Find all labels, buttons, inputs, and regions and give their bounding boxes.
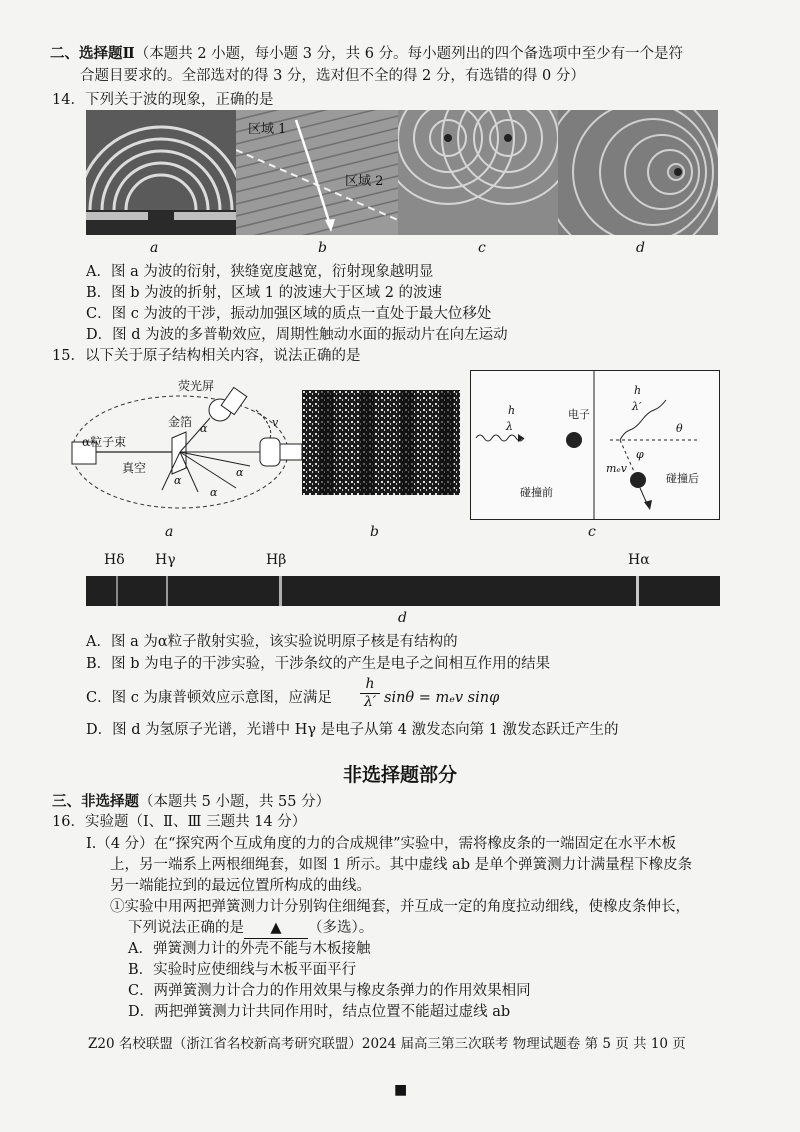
q15-option-c-post: sinθ = mₑv sinφ: [384, 690, 500, 706]
q16-p1: Ⅰ.（4 分）在“探究两个互成角度的力的合成规律”实验中，需将橡皮条的一端固定在水平木板: [86, 836, 676, 852]
q15-photo-b: [302, 390, 460, 495]
q15-caption-b: b: [370, 524, 379, 540]
q16-p3: 另一端能拉到的最远位置所构成的曲线。: [110, 878, 371, 894]
spectrum-label-hgamma: Hγ: [155, 552, 176, 568]
q14-option-d: D．图 d 为波的多普勒效应，周期性触动水面的振动片在向左运动: [86, 327, 508, 343]
q16-option-d: D．两把弹簧测力计共同作用时，结点位置不能超过虚线 ab: [128, 1004, 511, 1020]
q15-caption-c: c: [588, 524, 596, 540]
q15-caption-a: a: [165, 524, 174, 540]
q15a-beam: α粒子束: [82, 435, 127, 449]
q16-p5: [128, 918, 373, 939]
q16-p4: ①实验中用两把弹簧测力计分别钩住细绳套，并互成一定的角度拉动细线，使橡皮条伸长，: [110, 899, 690, 915]
q16-stem: 16．实验题（Ⅰ、Ⅱ、Ⅲ 三题共 14 分）: [52, 814, 307, 830]
q15c-h-before: h: [508, 404, 516, 417]
q15-figure-c: [470, 370, 720, 520]
page-footer: Z20 名校联盟（浙江省名校新高考研究联盟）2024 届高三第三次联考 物理试题卷 第 5 页 共 10 页: [88, 1036, 686, 1052]
q14-option-b: B．图 b 为波的折射，区域 1 的波速大于区域 2 的波速: [86, 285, 443, 301]
q15c-lambda: λ: [506, 420, 513, 433]
section2-intro-line1: [50, 44, 683, 64]
q15-option-a: A．图 a 为α粒子散射实验，该实验说明原子核是有结构的: [86, 634, 458, 650]
page-mark: ■: [394, 1082, 408, 1098]
q15a-alpha-1: α: [200, 422, 208, 435]
answer-blank[interactable]: ▲: [244, 918, 308, 939]
q14-stem: 14．下列关于波的现象，正确的是: [52, 92, 274, 108]
q14-region2-label: 区域 2: [345, 174, 384, 189]
q15c-mev: mₑv: [606, 462, 627, 475]
q15-option-d: D．图 d 为氢原子光谱，光谱中 Hγ 是电子从第 4 激发态向第 1 激发态跃迁产生的: [86, 722, 619, 738]
q15-caption-d: d: [398, 610, 407, 626]
q15a-v: v: [272, 416, 279, 429]
q14-caption-d: d: [636, 240, 645, 256]
section3-line: [52, 792, 330, 812]
spectrum-label-hbeta: Hβ: [266, 552, 287, 568]
q14-caption-c: c: [478, 240, 486, 256]
q14-region1-label: 区域 1: [248, 122, 287, 137]
q15-option-c-fraction: [360, 676, 380, 711]
q16-option-b: B．实验时应使细线与木板平面平行: [128, 962, 357, 978]
q14-caption-b: b: [318, 240, 327, 256]
q15c-phi: φ: [636, 448, 644, 461]
q14-photo-d: [558, 110, 718, 235]
q14-option-c: C．图 c 为波的干涉，振动加强区域的质点一直处于最大位移处: [86, 306, 492, 322]
q15-spectrum-d: [86, 576, 720, 606]
q15a-alpha-4: α: [236, 466, 244, 479]
q15a-screen: 荧光屏: [178, 379, 215, 393]
q14-option-a: A．图 a 为波的衍射，狭缝宽度越宽，衍射现象越明显: [86, 264, 434, 280]
q15c-h-after: h: [634, 384, 642, 397]
q15a-alpha-3: α: [210, 486, 218, 499]
q16-option-a: A．弹簧测力计的外壳不能与木板接触: [128, 941, 371, 957]
q15a-vacuum: 真空: [122, 461, 147, 475]
q15a-alpha-2: α: [174, 474, 182, 487]
q15-figure-a: [60, 372, 310, 517]
q15-option-c-den: λ′: [360, 693, 380, 711]
q16-p5-pre: 下列说法正确的是: [128, 920, 244, 936]
q15c-before: 碰撞前: [520, 486, 553, 499]
part-title: 非选择题部分: [342, 764, 457, 786]
section3-heading: 三、非选择题: [52, 793, 139, 810]
q15c-theta: θ: [676, 422, 683, 435]
q16-p5-post: （多选）。: [308, 920, 374, 936]
q14-photo-c: [398, 110, 558, 235]
spectrum-label-hdelta: Hδ: [104, 552, 125, 568]
q16-option-c: C．两弹簧测力计合力的作用效果与橡皮条弹力的作用效果相同: [128, 983, 531, 999]
q16-p2: 上，另一端系上两根细绳套，如图 1 所示。其中虚线 ab 是单个弹簧测力计满量程下橡皮条: [110, 857, 693, 873]
q14-photo-a: [86, 110, 236, 235]
q15a-foil: 金箔: [168, 415, 193, 429]
q15c-electron: 电子: [568, 408, 590, 421]
q14-caption-a: a: [150, 240, 159, 256]
section2-intro-1: （本题共 2 小题，每小题 3 分，共 6 分。每小题列出的四个备选项中至少有一个是符: [134, 46, 684, 62]
q15c-after: 碰撞后: [666, 472, 699, 485]
section2-intro-2: 合题目要求的。全部选对的得 3 分，选对但不全的得 2 分，有选错的得 0 分）: [80, 68, 585, 84]
q15-stem: 15．以下关于原子结构相关内容，说法正确的是: [52, 348, 361, 364]
spectrum-label-halpha: Hα: [628, 552, 650, 568]
q15-option-b: B．图 b 为电子的干涉实验，干涉条纹的产生是电子之间相互作用的结果: [86, 656, 551, 672]
q15-option-c-num: h: [365, 676, 375, 692]
section3-intro: （本题共 5 小题，共 55 分）: [139, 794, 331, 810]
q15c-lambda-prime: λ′: [632, 400, 642, 413]
section2-heading: 二、选择题Ⅱ: [50, 45, 135, 62]
q15-option-c-pre: C．图 c 为康普顿效应示意图，应满足: [86, 690, 332, 706]
